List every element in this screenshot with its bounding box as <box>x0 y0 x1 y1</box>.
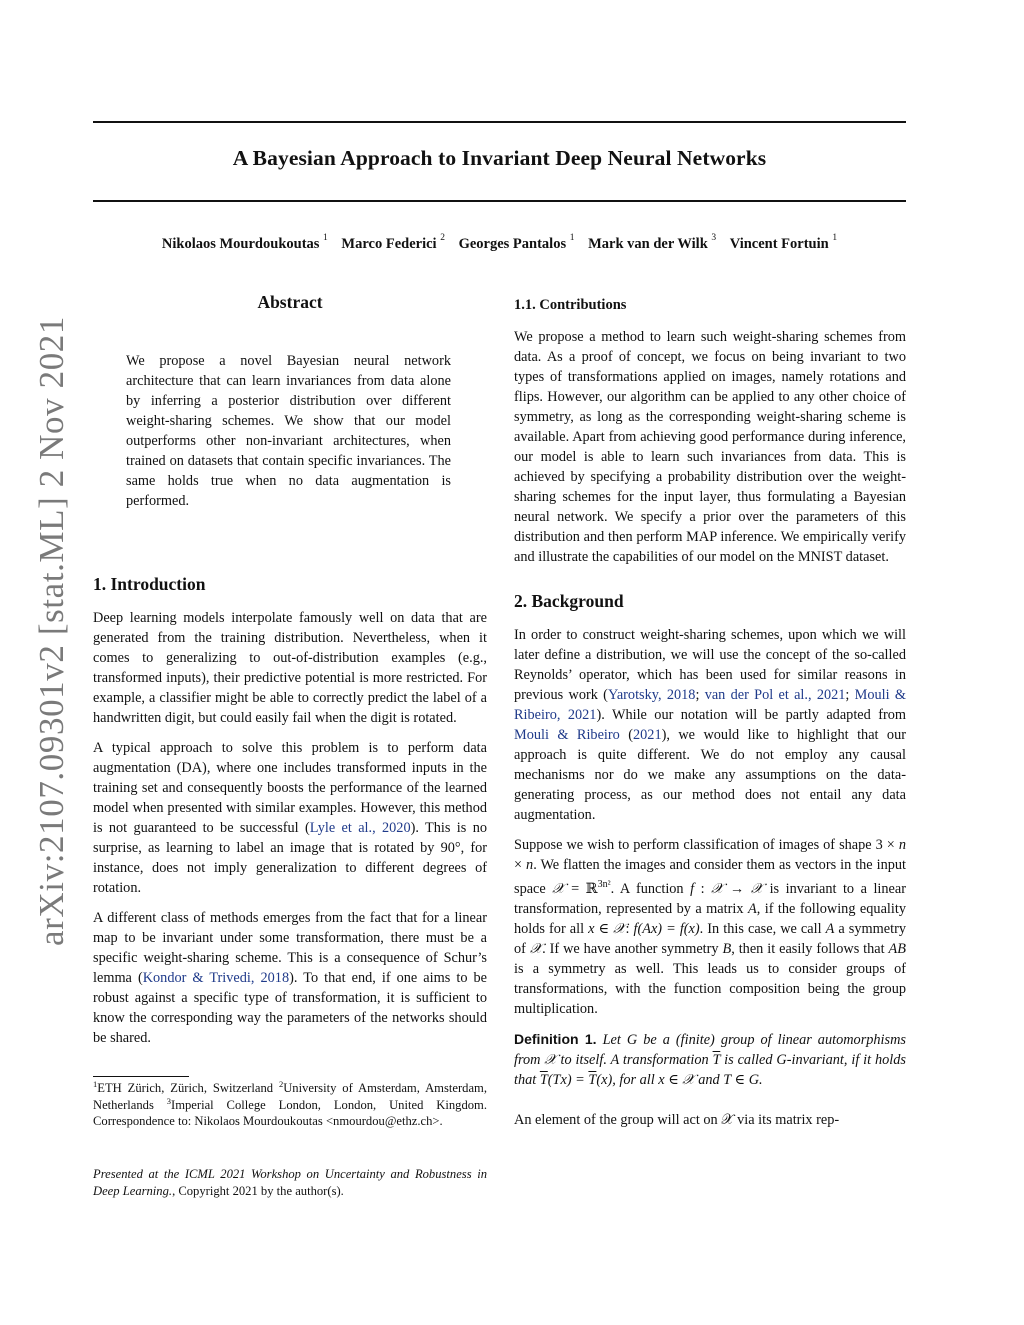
author <box>161 233 328 252</box>
background-paragraph-3: An element of the group will act on 𝒳 via its matrix rep- <box>514 1111 840 1128</box>
right-column <box>514 295 906 1130</box>
arxiv-watermark: arXiv:2107.09301v2 [stat.ML] 2 Nov 2021 <box>32 315 71 946</box>
author-name: Marco Federici <box>341 236 437 252</box>
contributions-paragraph: We propose a method to learn such weight-sharing schemes from data. As a proof of concept, we focus on being invariant to two types of transformations applied on images, namely rotations and flips. However, our algorithm can be applied to any other choice of symmetry, as long as the corresponding weight-sharing scheme is available. Apart from achieving good performance during inference, our model is able to learn such invariances from data. This is achieved by specifying a probability distribution over the weight-sharing schemes for the input layer, thus formulating a Bayesian neural network. We specify a prior over the parameters of this distribution and then perform MAP inference. We empirically verify and illustrate the capabilities of our model on the MNIST dataset. <box>514 329 906 565</box>
author-name: Mark van der Wilk <box>588 236 708 252</box>
author-affiliation: 3 <box>711 233 717 244</box>
background-heading: 2. Background <box>514 591 624 611</box>
background-paragraph-1: In order to construct weight-sharing schemes, upon which we will later define a distribution, we will use the concept of the so-called Reynolds’ operator, which has been used for similar reasons in previous work (Yarotsky, 2018; van der Pol et al., 2021; Mouli & Ribeiro, 2021). While our notation will be partly adapted from Mouli & Ribeiro (2021), we would like to highlight that our approach is quite different. We do not employ any causal mechanisms nor do we make any assumptions on the data-generating process, as our method does not entail any data augmentation. <box>514 627 907 823</box>
author <box>341 233 445 252</box>
title-bottom-rule <box>93 200 906 202</box>
background-paragraph-2: Suppose we wish to perform classification of images of shape 3 × n × n. We flatten the images and consider them as vectors in the input space 𝒳 = ℝ$^{3n^2}$. A function f : 𝒳 → 𝒳 is invariant to a linear transformation, represented by a matrix A, if the following equality holds for all x ∈ 𝒳: f(Ax) = f(x). In this case, we call A a symmetry of 𝒳. If we have another symmetry B, then it easily follows that AB is a symmetry as well. This leads us to consider groups of transformations, with the function composition being the group multiplication. <box>514 837 907 1017</box>
citation-link[interactable]: Mouli & Ribeiro <box>514 727 620 743</box>
citation-link[interactable]: van der Pol et al., 2021 <box>704 687 846 703</box>
author-affiliation: 1 <box>832 233 838 244</box>
author-name: Vincent Fortuin <box>729 236 829 252</box>
abstract-section <box>93 292 487 312</box>
author <box>458 233 575 252</box>
author <box>729 233 838 252</box>
footnote-rule <box>93 1076 189 1077</box>
definition-label: Definition 1. <box>514 1030 597 1047</box>
citation-link[interactable]: Lyle et al., 2020 <box>309 820 411 836</box>
author-affiliation: 2 <box>440 233 445 244</box>
intro-paragraph-3: A different class of methods emerges from the fact that for a linear map to be invariant under some transformation, there must be a specific weight-sharing scheme. This is a consequence of Schur’s lemma (Kondor & Trivedi, 2018). To that end, if one aims to be robust against a specific type of transformation, it is sufficient to know the corresponding way the parameters of the networks should be shared. <box>93 910 487 1046</box>
abstract-body <box>126 351 451 511</box>
definition-1: Definition 1. Let G be a (finite) group of linear automorphisms from 𝒳 to itself. A transformation $\overline{T}$ is called G-invariant, if it holds that $\overline{T}(Tx) = \overline{T}(x)$, for all x ∈ 𝒳 and T ∈ G. <box>514 1030 906 1088</box>
title-top-rule <box>93 121 906 123</box>
contributions-heading: 1.1. Contributions <box>514 297 627 313</box>
citation-link[interactable]: Kondor & Trivedi, 2018 <box>142 970 290 986</box>
abstract-text: We propose a novel Bayesian neural network architecture that can learn invariances from data alone by inferring a posterior distribution over different weight-sharing schemes. We show that our model outperforms other non-invariant architectures, when trained on datasets that contain specific invariances. The same holds true when no data augmentation is performed. <box>126 353 451 509</box>
intro-paragraph-1: Deep learning models interpolate famously well on data that are generated from the training distribution. Nevertheless, when it comes to generalizing to out-of-distribution examples (e.g., transformed inputs), their predictive potential is more restricted. For example, a classifier might be able to correctly predict the label of a handwritten digit, but could easily fail when the digit is rotated. <box>93 610 487 726</box>
citation-link[interactable]: 2021 <box>633 727 662 743</box>
author-name: Georges Pantalos <box>458 236 567 252</box>
introduction-section <box>93 574 487 1048</box>
intro-paragraph-2: A typical approach to solve this problem is to perform data augmentation (DA), where one includes transformed inputs in the training set and consequently boosts the performance of the learned model when presented with similar examples. However, this method is not guaranteed to be successful (Lyle et al., 2020). This is no surprise, as learning to label an image that is rotated by 90°, for instance, does not imply generalization to different degrees of rotation. <box>93 740 487 896</box>
paper-title: A Bayesian Approach to Invariant Deep Neural Networks <box>232 146 767 170</box>
citation-link[interactable]: Mouli & Ribeiro, 2021 <box>514 687 907 723</box>
introduction-heading: 1. Introduction <box>93 574 206 594</box>
affiliations-footnote: $^1$ETH Zürich, Zürich, Switzerland $^2$University of Amsterdam, Amsterdam, Netherlands $^3$Imperial College London, London, United Kingdom. Correspondence to: Nikolaos Mourdoukoutas <nmourdou@ethz.ch>. <box>93 1078 487 1128</box>
workshop-note: Presented at the ICML 2021 Workshop on Uncertainty and Robustness in Deep Learning., Copyright 2021 by the author(s). <box>93 1167 487 1198</box>
author-affiliation: 1 <box>569 233 575 244</box>
abstract-heading: Abstract <box>257 292 323 312</box>
author <box>588 233 717 252</box>
citation-link[interactable]: Yarotsky, 2018 <box>607 687 696 703</box>
author-list <box>93 233 906 253</box>
author-name: Nikolaos Mourdoukoutas <box>161 236 320 252</box>
author-affiliation: 1 <box>323 233 328 244</box>
